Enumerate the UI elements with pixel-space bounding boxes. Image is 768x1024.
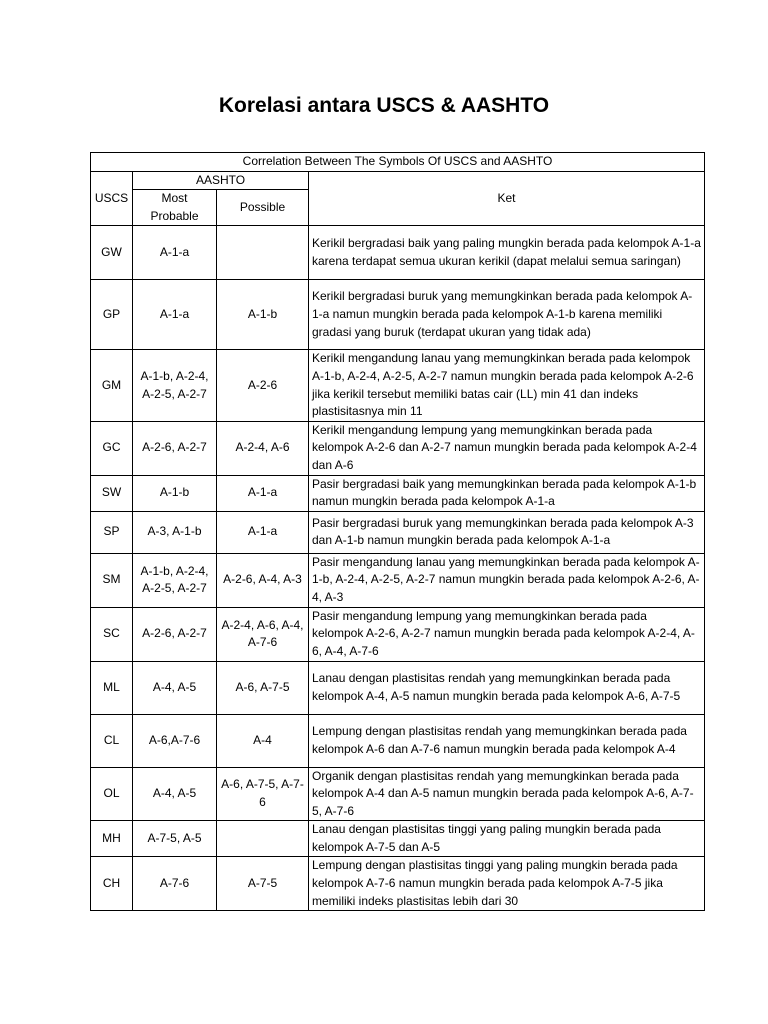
cell-most-probable: A-6,A-7-6 <box>133 714 217 767</box>
cell-ket: Pasir bergradasi buruk yang memungkinkan berada pada kelompok A-3 dan A-1-b namun mungkin berada pada kelompok A-1-a <box>309 511 705 553</box>
cell-possible: A-1-b <box>217 280 309 350</box>
page-title: Korelasi antara USCS & AASHTO <box>218 94 550 117</box>
cell-most-probable: A-7-5, A-5 <box>133 821 217 857</box>
cell-ket: Kerikil bergradasi baik yang paling mungkin berada pada kelompok A-1-a karena terdapat semua ukuran kerikil (dapat melalui semua saringan) <box>309 226 705 280</box>
cell-ket: Lempung dengan plastisitas tinggi yang paling mungkin berada pada kelompok A-7-6 namun mungkin berada pada kelompok A-7-5 jika memiliki indeks plastisitas lebih dari 30 <box>309 857 705 911</box>
cell-most-probable: A-4, A-5 <box>133 767 217 821</box>
header-most-probable: Most Probable <box>133 190 217 226</box>
cell-possible: A-7-5 <box>217 857 309 911</box>
cell-most-probable: A-4, A-5 <box>133 661 217 714</box>
cell-uscs: GC <box>91 421 133 475</box>
header-ket: Ket <box>309 171 705 226</box>
cell-ket: Kerikil bergradasi buruk yang memungkinkan berada pada kelompok A-1-a namun mungkin berada pada kelompok A-1-b karena memiliki gradasi yang buruk (terdapat ukuran yang tidak ada) <box>309 280 705 350</box>
correlation-table <box>90 152 705 911</box>
table-row <box>91 226 705 280</box>
table-row <box>91 661 705 714</box>
table-row <box>91 857 705 911</box>
cell-ket: Pasir bergradasi baik yang memungkinkan berada pada kelompok A-1-b namun mungkin berada pada kelompok A-1-a <box>309 475 705 511</box>
table-row <box>91 821 705 857</box>
cell-uscs: OL <box>91 767 133 821</box>
cell-possible: A-2-4, A-6 <box>217 421 309 475</box>
table-row <box>91 607 705 661</box>
table-row <box>91 714 705 767</box>
cell-ket: Kerikil mengandung lempung yang memungkinkan berada pada kelompok A-2-6 dan A-2-7 namun mungkin berada pada kelompok A-2-4 dan A-6 <box>309 421 705 475</box>
header-aashto: AASHTO <box>133 171 309 190</box>
cell-ket: Organik dengan plastisitas rendah yang memungkinkan berada pada kelompok A-4 dan A-5 namun mungkin berada pada kelompok A-6, A-7-5, A-7-6 <box>309 767 705 821</box>
cell-uscs: ML <box>91 661 133 714</box>
cell-ket: Kerikil mengandung lanau yang memungkinkan berada pada kelompok A-1-b, A-2-4, A-2-5, A-2-7 namun mungkin berada pada kelompok A-2-6 jika kerikil tersebut memiliki batas cair (LL) min 41 dan indeks plastisitasnya min 11 <box>309 350 705 421</box>
header-uscs: USCS <box>91 171 133 226</box>
cell-possible <box>217 226 309 280</box>
table-caption: Correlation Between The Symbols Of USCS and AASHTO <box>91 153 705 172</box>
cell-uscs: CL <box>91 714 133 767</box>
cell-uscs: SM <box>91 553 133 607</box>
table-row <box>91 475 705 511</box>
cell-possible <box>217 821 309 857</box>
table-row <box>91 350 705 421</box>
cell-ket: Pasir mengandung lempung yang memungkinkan berada pada kelompok A-2-6, A-2-7 namun mungkin berada pada kelompok A-2-4, A-6, A-4, A-7-6 <box>309 607 705 661</box>
cell-most-probable: A-1-b <box>133 475 217 511</box>
cell-ket: Lanau dengan plastisitas tinggi yang paling mungkin berada pada kelompok A-7-5 dan A-5 <box>309 821 705 857</box>
cell-uscs: SC <box>91 607 133 661</box>
cell-possible: A-2-6 <box>217 350 309 421</box>
cell-uscs: CH <box>91 857 133 911</box>
cell-possible: A-6, A-7-5, A-7-6 <box>217 767 309 821</box>
table-row <box>91 511 705 553</box>
cell-most-probable: A-1-a <box>133 226 217 280</box>
cell-possible: A-6, A-7-5 <box>217 661 309 714</box>
cell-possible: A-4 <box>217 714 309 767</box>
table-row <box>91 767 705 821</box>
cell-most-probable: A-2-6, A-2-7 <box>133 421 217 475</box>
cell-ket: Pasir mengandung lanau yang memungkinkan berada pada kelompok A-1-b, A-2-4, A-2-5, A-2-7 namun mungkin berada pada kelompok A-2-6, A-4, A-3 <box>309 553 705 607</box>
cell-uscs: GM <box>91 350 133 421</box>
cell-possible: A-1-a <box>217 511 309 553</box>
cell-most-probable: A-1-a <box>133 280 217 350</box>
cell-uscs: MH <box>91 821 133 857</box>
cell-ket: Lempung dengan plastisitas rendah yang memungkinkan berada pada kelompok A-6 dan A-7-6 namun mungkin berada pada kelompok A-4 <box>309 714 705 767</box>
header-possible: Possible <box>217 190 309 226</box>
cell-uscs: SP <box>91 511 133 553</box>
cell-uscs: GW <box>91 226 133 280</box>
cell-possible: A-1-a <box>217 475 309 511</box>
cell-possible: A-2-4, A-6, A-4, A-7-6 <box>217 607 309 661</box>
cell-most-probable: A-7-6 <box>133 857 217 911</box>
cell-most-probable: A-1-b, A-2-4, A-2-5, A-2-7 <box>133 553 217 607</box>
table-row <box>91 421 705 475</box>
cell-possible: A-2-6, A-4, A-3 <box>217 553 309 607</box>
table-row <box>91 553 705 607</box>
cell-most-probable: A-3, A-1-b <box>133 511 217 553</box>
cell-most-probable: A-1-b, A-2-4, A-2-5, A-2-7 <box>133 350 217 421</box>
cell-uscs: SW <box>91 475 133 511</box>
cell-most-probable: A-2-6, A-2-7 <box>133 607 217 661</box>
cell-uscs: GP <box>91 280 133 350</box>
cell-ket: Lanau dengan plastisitas rendah yang memungkinkan berada pada kelompok A-4, A-5 namun mungkin berada pada kelompok A-6, A-7-5 <box>309 661 705 714</box>
table-row <box>91 280 705 350</box>
